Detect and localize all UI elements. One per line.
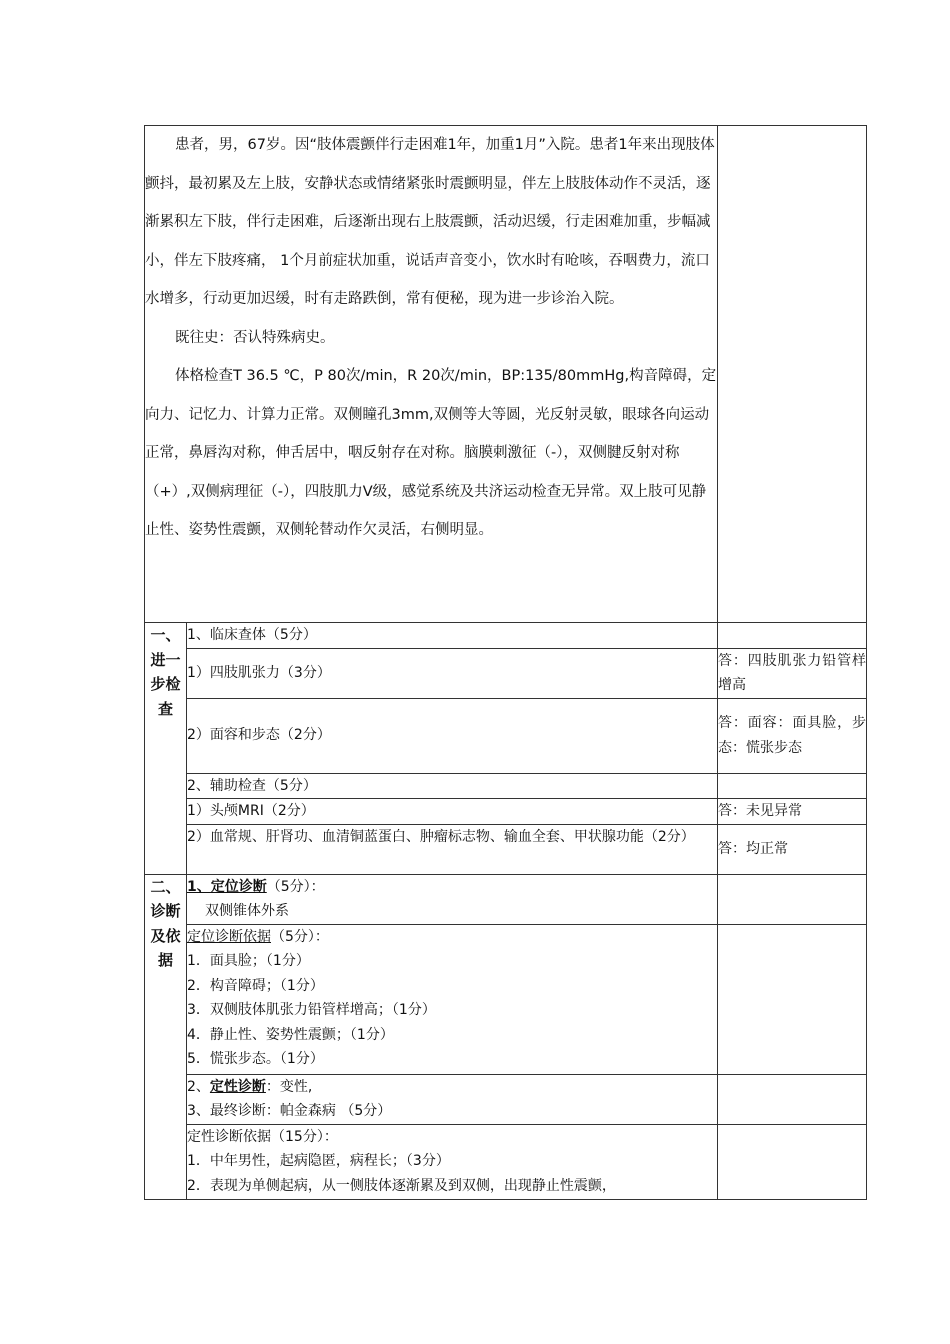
table-row — [145, 773, 867, 799]
past-history-paragraph: 既往史：否认特殊病史。 — [175, 329, 335, 346]
exam-item: 2）血常规、肝肾功、血清铜蓝蛋白、肿瘤标志物、输血全套、甲状腺功能（2分） — [187, 824, 718, 874]
exam-item: 1、临床查体（5分） — [187, 623, 718, 649]
answer-cell — [718, 874, 867, 924]
table-row — [145, 1074, 867, 1124]
answer-cell — [718, 1074, 867, 1124]
exam-answer: 答：未见异常 — [718, 799, 867, 825]
qualitative-title: 定性诊断 — [209, 1078, 266, 1095]
list-item: 1．面具脸；（1分） — [187, 953, 310, 969]
exam-answer: 答：四肢肌张力铅管样增高 — [718, 648, 867, 698]
exam-answer — [718, 623, 867, 649]
list-item: 2．构音障碍；（1分） — [187, 977, 324, 994]
table-row — [145, 648, 867, 698]
final-diagnosis: 3、最终诊断：帕金森病 （5分） — [187, 1103, 392, 1119]
exam-item: 1）四肢肌张力（3分） — [187, 648, 718, 698]
physical-exam-paragraph: 体格检查T 36.5 ℃，P 80次/min，R 20次/min，BP:135/80mmHg,构音障碍，定向力、记忆力、计算力正常。双侧瞳孔3mm,双侧等大等圆，光反射灵敏，眼球各向运动正常，鼻唇沟对称，伸舌居中，咽反射存在对称。脑膜刺激征（-），双侧腱反射对称（+）,双侧病理征（-），四肢肌力Ⅴ级，感觉系统及共济运动检查无异常。双上肢可见静止性、姿势性震颤，双侧轮替动作欠灵活，右侧明显。 — [145, 368, 717, 538]
list-item: 4．静止性、姿势性震颤；（1分） — [187, 1026, 394, 1043]
localization-basis-title: 定位诊断依据 — [187, 928, 271, 945]
localization-title: 1、定位诊断 — [187, 878, 267, 895]
qualitative-diagnosis: 2、定性诊断：变性, 3、最终诊断：帕金森病 （5分） — [187, 1074, 718, 1124]
section-2-label: 二、诊断及依据 — [145, 874, 187, 1199]
list-item: 3．双侧肢体肌张力铅管样增高；（1分） — [187, 1002, 436, 1018]
list-item: 1．中年男性，起病隐匿，病程长；（3分） — [187, 1153, 450, 1169]
exam-item: 2、辅助检查（5分） — [187, 773, 718, 799]
table-row — [145, 799, 867, 825]
localization-result: 双侧锥体外系 — [205, 903, 289, 919]
exam-answer: 答：面容：面具脸，步态：慌张步态 — [718, 698, 867, 773]
case-description — [145, 126, 718, 623]
table-row — [145, 824, 867, 874]
localization-basis — [187, 924, 718, 1074]
table-row — [145, 698, 867, 773]
answer-cell — [718, 924, 867, 1074]
table-row — [145, 924, 867, 1074]
list-item: 5．慌张步态。（1分） — [187, 1051, 324, 1067]
list-item: 2．表现为单侧起病，从一侧肢体逐渐累及到双侧，出现静止性震颤， — [187, 1177, 616, 1194]
exam-answer — [718, 773, 867, 799]
qualitative-basis-title: 定性诊断依据（15分）： — [187, 1128, 338, 1145]
localization-basis-score: （5分）： — [271, 928, 329, 945]
case-answer-cell — [718, 126, 867, 623]
localization-diagnosis — [187, 874, 718, 924]
case-row — [145, 126, 867, 623]
exam-item: 1）头颅MRI（2分） — [187, 799, 718, 825]
table-row — [145, 874, 867, 924]
qualitative-result: ：变性, — [265, 1078, 313, 1095]
table-row — [145, 623, 867, 649]
localization-score: （5分）： — [266, 878, 325, 895]
exam-item: 2）面容和步态（2分） — [187, 698, 718, 773]
exam-answer: 答：均正常 — [718, 824, 867, 874]
qualitative-basis — [187, 1124, 718, 1199]
exam-table — [144, 125, 867, 1200]
answer-cell — [718, 1124, 867, 1199]
table-row — [145, 1124, 867, 1199]
section-1-label: 一、进一步检查 — [145, 623, 187, 875]
case-history-paragraph: 患者，男，67岁。因“肢体震颤伴行走困难1年，加重1月”入院。患者1年来出现肢体颤抖，最初累及左上肢，安静状态或情绪紧张时震颤明显，伴左上肢肢体动作不灵活，逐渐累积左下肢，伴行走困难，后逐渐出现右上肢震颤，活动迟缓，行走困难加重，步幅减小，伴左下肢疼痛， 1个月前症状加重，说话声音变小，饮水时有呛咳，吞咽费力，流口水增多，行动更加迟缓，时有走路跌倒，常有便秘，现为进一步诊治入院。 — [145, 137, 715, 307]
